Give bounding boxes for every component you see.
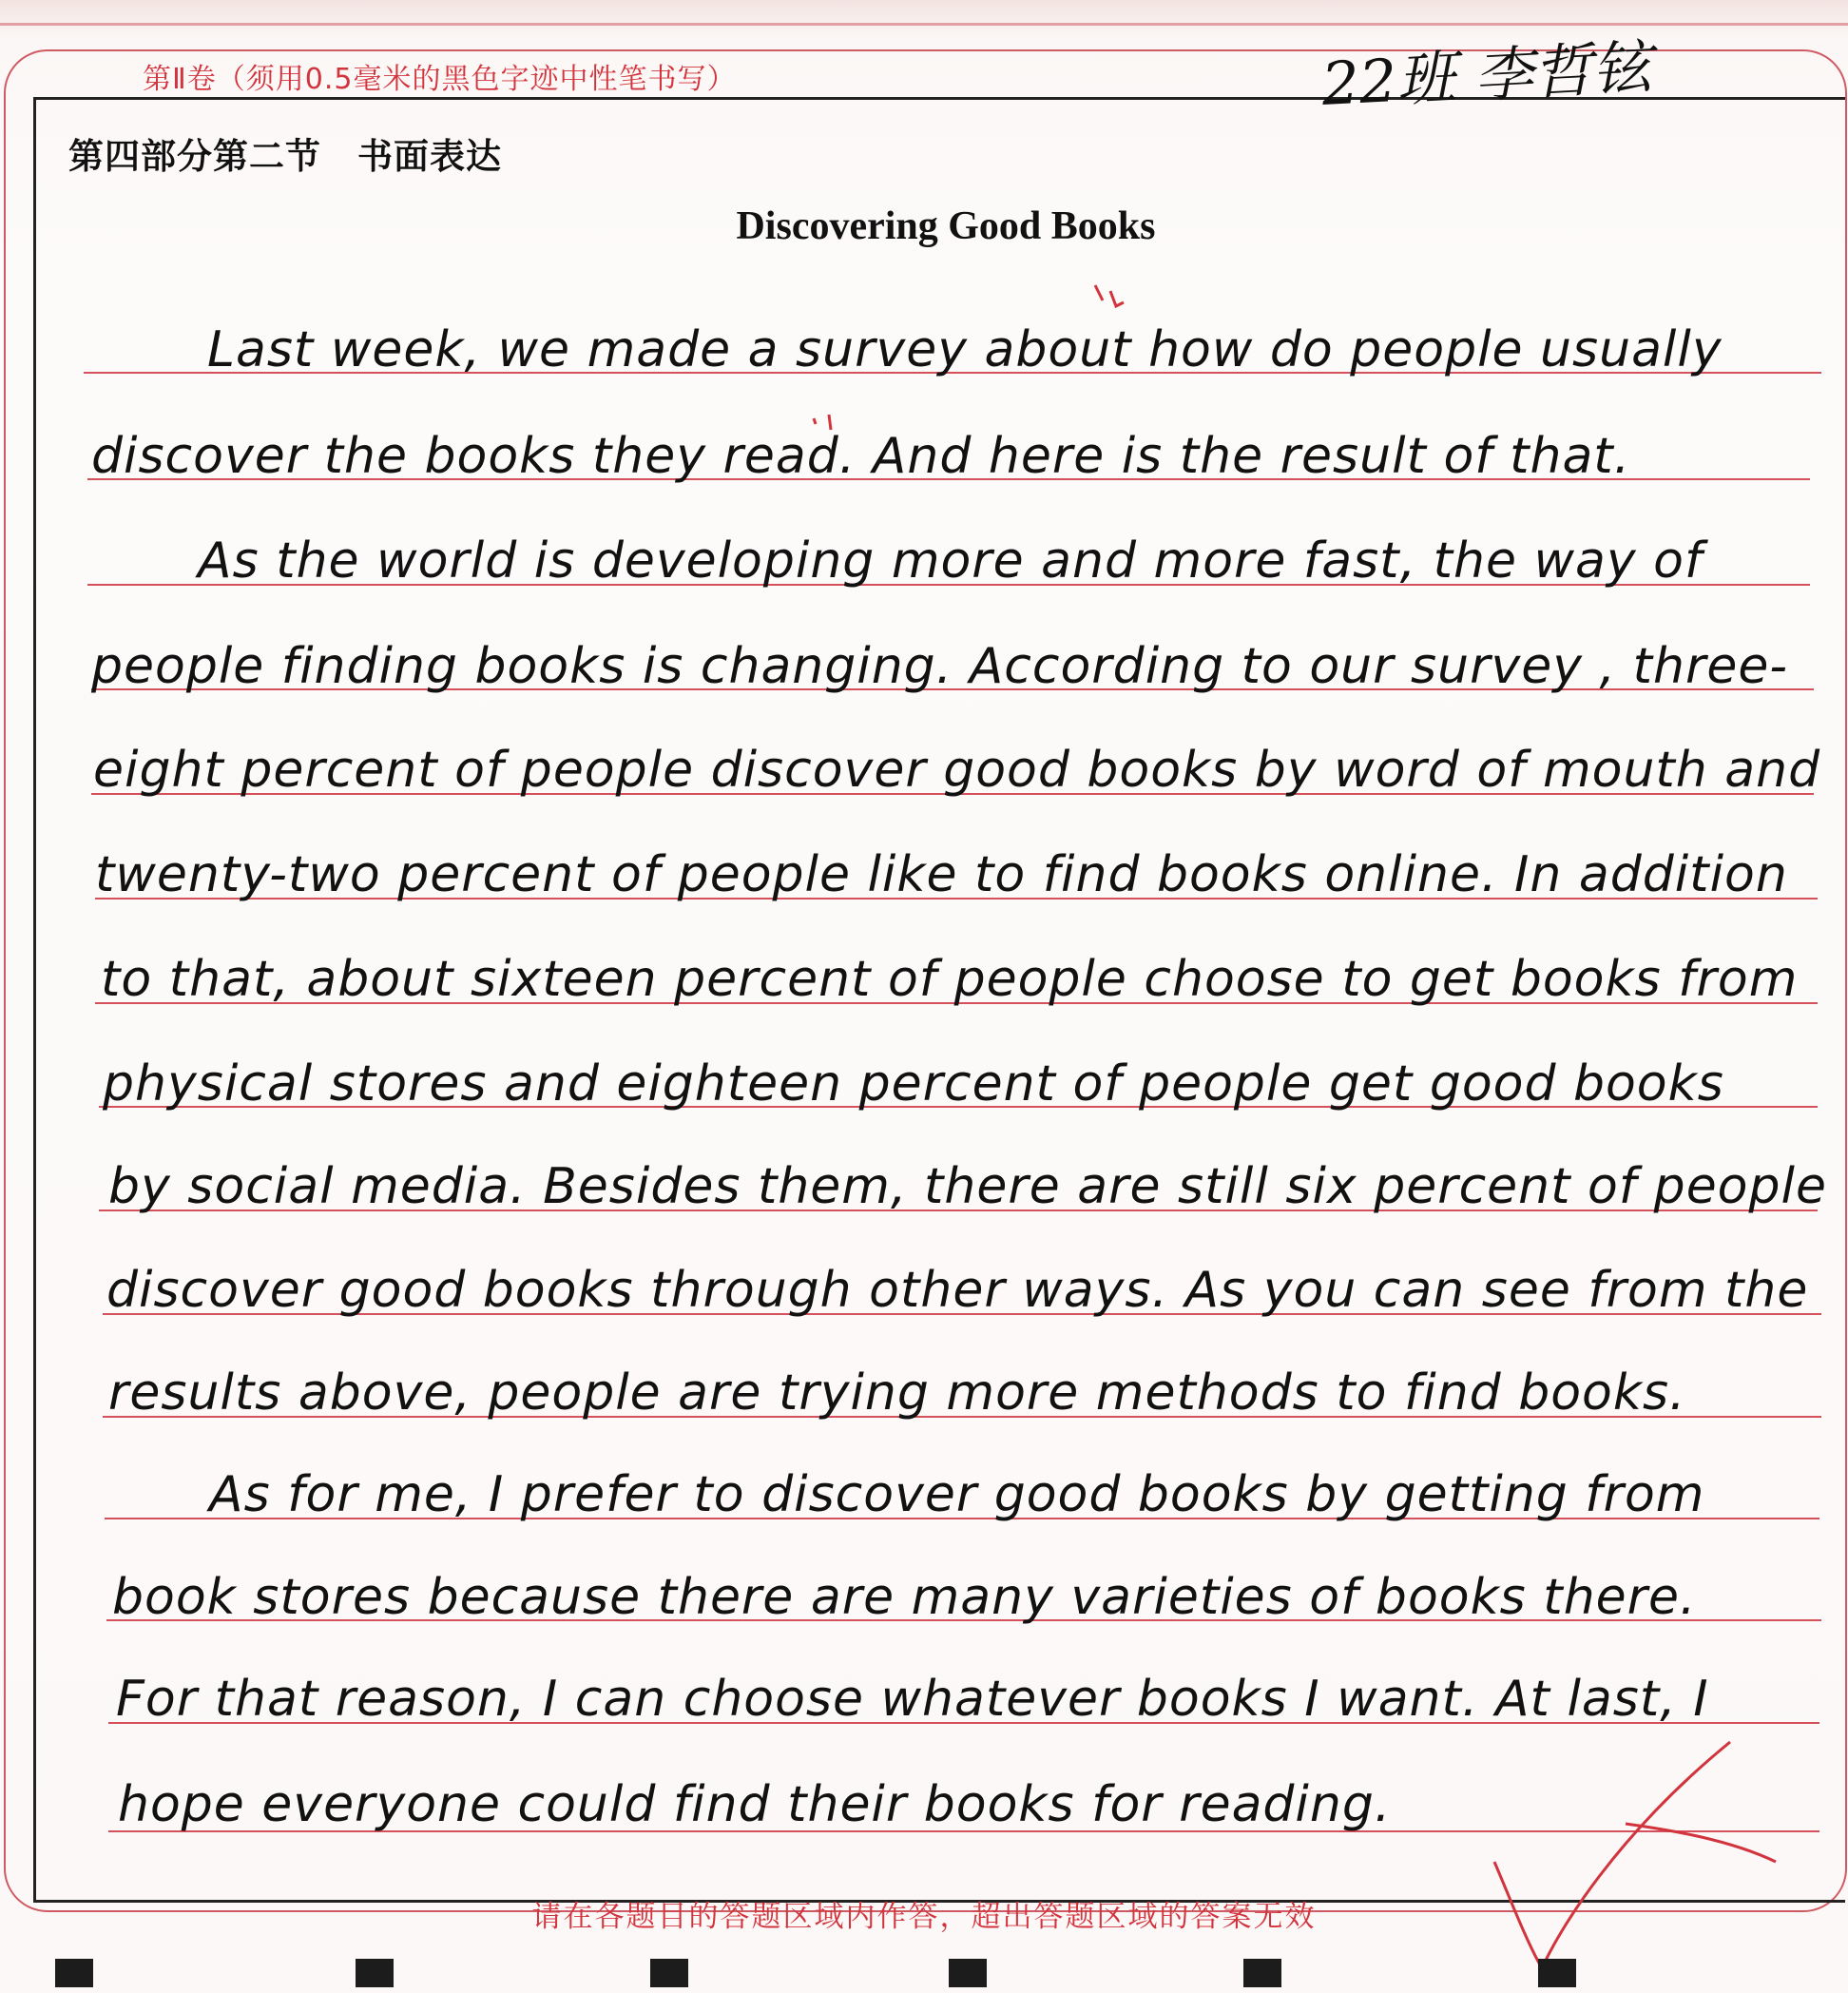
essay-line: hope everyone could find their books for reading. [118,1776,1392,1833]
essay-line: book stores because there are many varieties of books there. [112,1569,1697,1626]
essay-line: twenty-two percent of people like to find books online. In addition [95,846,1788,903]
registration-mark [55,1959,93,1987]
part-heading: 第四部分第二节 书面表达 [68,136,502,177]
registration-mark [356,1959,394,1987]
registration-mark [1243,1959,1281,1987]
essay-line: physical stores and eighteen percent of people get good books [103,1055,1724,1113]
insertion-mark [1095,285,1124,306]
insertion-mark [814,415,831,430]
essay-line: As the world is developing more and more fast, the way of [198,532,1704,590]
essay-line: results above, people are trying more methods to find books. [108,1364,1686,1422]
essay-line: discover the books they read. And here is the result of that. [91,428,1631,485]
essay-line: Last week, we made a survey about how do people usually [207,321,1723,378]
essay-line: to that, about sixteen percent of people choose to get books from [101,951,1799,1008]
essay-line: by social media. Besides them, there are still six percent of people [108,1158,1827,1215]
essay-line: eight percent of people discover good books by word of mouth and [93,742,1821,799]
student-signature: 22班 李哲铉 [1319,31,1653,120]
essay-line: discover good books through other ways. As you can see from the [106,1262,1809,1319]
essay-line: people finding books is changing. According to our survey , three- [91,638,1789,695]
essay-title: Discovering Good Books [736,204,1156,248]
registration-mark [1538,1959,1576,1987]
registration-mark [949,1959,987,1987]
footer-instruction: 请在各题目的答题区域内作答，超出答题区域的答案无效 [531,1900,1317,1934]
essay-line: For that reason, I can choose whatever books I want. At last, I [116,1671,1709,1728]
registration-mark [650,1959,688,1987]
essay-line: As for me, I prefer to discover good books by getting from [209,1466,1705,1523]
check-stroke [1626,1824,1776,1862]
section-label: 第Ⅱ卷（须用0.5毫米的黑色字迹中性笔书写） [143,63,737,96]
